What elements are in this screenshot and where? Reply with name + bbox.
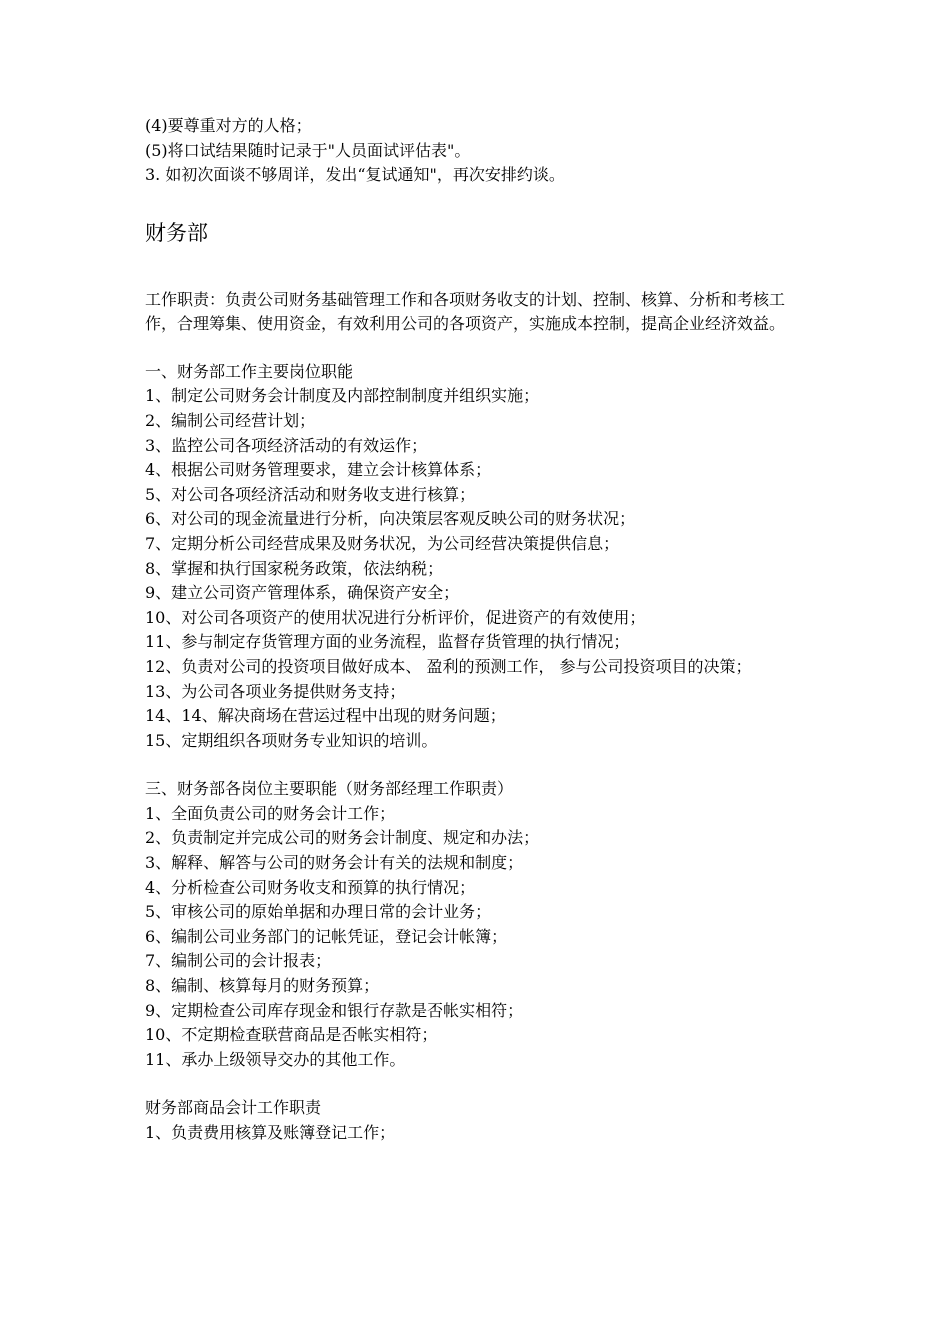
list-item: 9、定期检查公司库存现金和银行存款是否帐实相符； (145, 1000, 524, 1020)
section3-title: 三、财务部各岗位主要职能（财务部经理工作职责） (145, 779, 514, 799)
section-heading-finance: 财务部 (145, 220, 208, 245)
section4-list (145, 1121, 810, 1146)
list-item: 3、监控公司各项经济活动的有效运作； (145, 435, 428, 455)
list-item: 7、编制公司的会计报表； (145, 951, 332, 971)
list-item: 9、建立公司资产管理体系，确保资产安全； (145, 583, 460, 603)
section1-list (145, 384, 810, 753)
list-item: 5、审核公司的原始单据和办理日常的会计业务； (145, 902, 492, 922)
list-item: 3、解释、解答与公司的财务会计有关的法规和制度； (145, 853, 524, 873)
list-item: 2、编制公司经营计划； (145, 410, 316, 430)
list-item: 7、定期分析公司经营成果及财务状况，为公司经营决策提供信息； (145, 533, 620, 553)
section4-title: 财务部商品会计工作职责 (145, 1098, 322, 1118)
list-item: 6、对公司的现金流量进行分析，向决策层客观反映公司的财务状况； (145, 509, 636, 529)
list-item: 10、不定期检查联营商品是否帐实相符； (145, 1025, 438, 1045)
list-item: 13、为公司各项业务提供财务支持； (145, 681, 406, 701)
list-item: 15、定期组织各项财务专业知识的培训。 (145, 730, 438, 750)
list-item: 1、负责费用核算及账簿登记工作； (145, 1123, 396, 1142)
intro-line: (4)要尊重对方的人格； (145, 116, 312, 135)
list-item: 11、参与制定存货管理方面的业务流程，监督存货管理的执行情况； (145, 632, 630, 652)
job-duty-paragraph: 工作职责：负责公司财务基础管理工作和各项财务收支的计划、控制、核算、分析和考核工作，合理筹集、使用资金，有效利用公司的各项资产，实施成本控制，提高企业经济效益。 (145, 289, 786, 333)
list-item: 8、掌握和执行国家税务政策，依法纳税； (145, 558, 444, 578)
section1-title: 一、财务部工作主要岗位职能 (145, 361, 354, 381)
list-item: 14、14、解决商场在营运过程中出现的财务问题； (145, 706, 506, 726)
list-item: 4、分析检查公司财务收支和预算的执行情况； (145, 877, 476, 897)
intro-line: (5)将口试结果随时记录于"人员面试评估表"。 (145, 140, 471, 160)
list-item: 12、负责对公司的投资项目做好成本、 盈利的预测工作， 参与公司投资项目的决策； (145, 656, 752, 676)
list-item: 8、编制、核算每月的财务预算； (145, 976, 380, 996)
list-item: 10、对公司各项资产的使用状况进行分析评价，促进资产的有效使用； (145, 607, 646, 627)
document-body (145, 114, 810, 1146)
list-item: 11、承办上级领导交办的其他工作。 (145, 1049, 406, 1069)
section3-list (145, 802, 810, 1073)
list-item: 4、根据公司财务管理要求，建立会计核算体系； (145, 460, 492, 480)
list-item: 6、编制公司业务部门的记帐凭证，登记会计帐簿； (145, 926, 508, 946)
list-item: 5、对公司各项经济活动和财务收支进行核算； (145, 484, 476, 504)
list-item: 2、负责制定并完成公司的财务会计制度、规定和办法； (145, 828, 540, 848)
intro-line: 3. 如初次面谈不够周详，发出“复试通知"，再次安排约谈。 (145, 165, 565, 185)
list-item: 1、全面负责公司的财务会计工作； (145, 803, 396, 823)
list-item: 1、制定公司财务会计制度及内部控制制度并组织实施； (145, 386, 540, 406)
